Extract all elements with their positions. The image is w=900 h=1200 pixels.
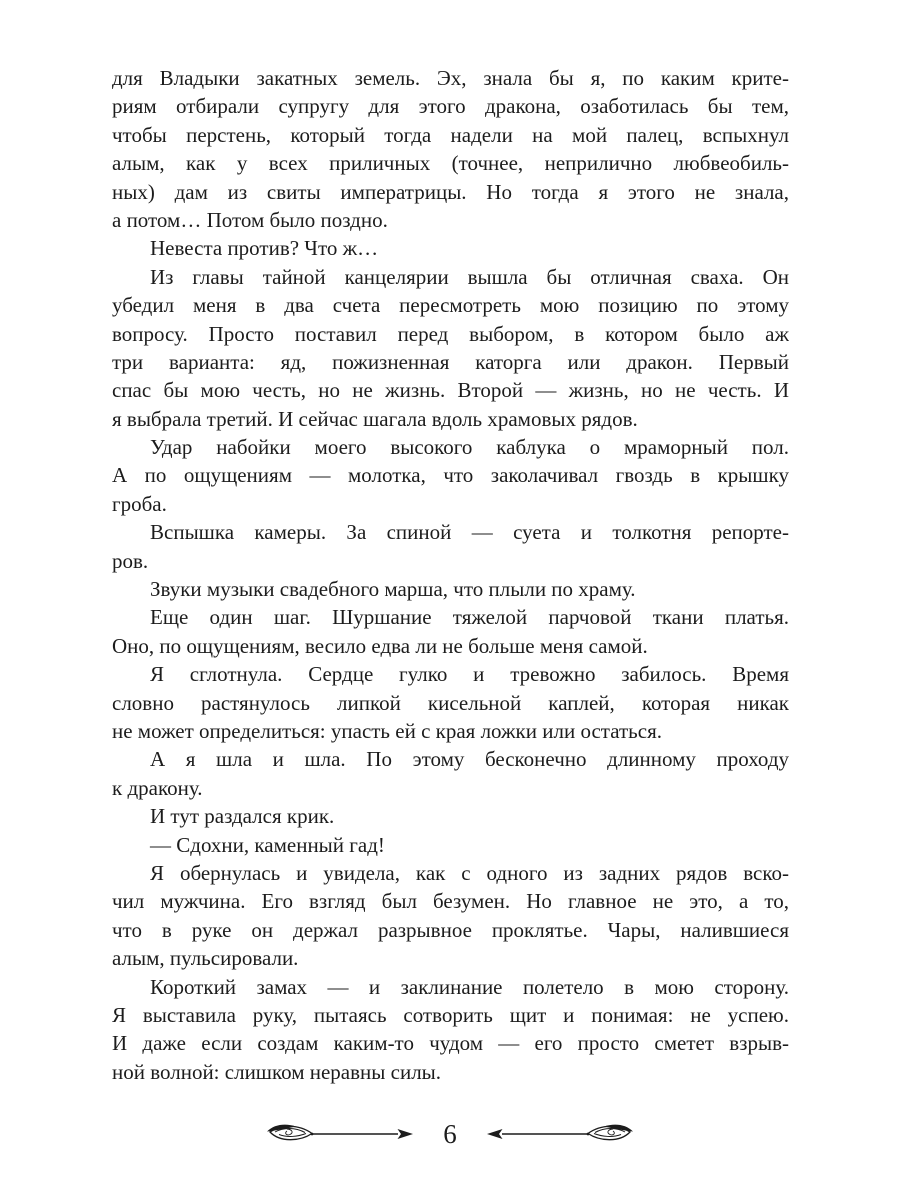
paragraph (112, 64, 789, 234)
paragraph (112, 575, 789, 603)
text-line: — Сдохни, каменный гад! (150, 832, 385, 857)
text-line: что в руке он держал разрывное проклятье. Чары, налившиеся (112, 917, 789, 942)
text-line: спас бы мою честь, но не жизнь. Второй — жизнь, но не честь. И (112, 378, 789, 403)
feather-arrow-left-ornament-icon (265, 1120, 415, 1148)
text-line: для Владыки закатных земель. Эх, знала бы я, по каким крите- (112, 66, 789, 90)
text-line: Из главы тайной канцелярии вышла бы отличная сваха. Он (150, 264, 789, 289)
text-line: Оно, по ощущениям, весило едва ли не больше меня самой. (112, 633, 648, 658)
paragraph (112, 433, 789, 518)
page-number: 6 (443, 1119, 457, 1149)
paragraph (112, 263, 789, 433)
text-line: Я сглотнула. Сердце гулко и тревожно забилось. Время (150, 662, 789, 687)
paragraph (112, 831, 789, 859)
text-line: а потом… Потом было поздно. (112, 207, 388, 232)
page-footer (0, 1112, 900, 1156)
text-line: алым, пульсировали. (112, 946, 299, 971)
text-line: к дракону. (112, 775, 203, 800)
text-line: гроба. (112, 491, 167, 516)
text-line: Невеста против? Что ж… (150, 236, 379, 261)
paragraph (112, 234, 789, 262)
feather-arrow-right-ornament-icon (485, 1120, 635, 1148)
text-line: И тут раздался крик. (150, 804, 335, 829)
text-block (112, 64, 789, 1086)
text-line: Короткий замах — и заклинание полетело в мою сторону. (150, 974, 789, 999)
paragraph (112, 603, 789, 660)
text-line: Я выставила руку, пытаясь сотворить щит и понимая: не успею. (112, 1002, 789, 1027)
text-line: Звуки музыки свадебного марша, что плыли по храму. (150, 577, 636, 602)
text-line: не может определиться: упасть ей с края ложки или остаться. (112, 718, 662, 743)
text-line: А я шла и шла. По этому бесконечно длинному проходу (150, 747, 789, 772)
paragraph (112, 802, 789, 830)
text-line: чтобы перстень, который тогда надели на мой палец, вспыхнул (112, 122, 789, 147)
paragraph (112, 660, 789, 745)
text-line: словно растянулось липкой кисельной каплей, которая никак (112, 690, 789, 715)
text-line: чил мужчина. Его взгляд был безумен. Но главное не это, а то, (112, 889, 789, 914)
text-line: я выбрала третий. И сейчас шагала вдоль храмовых рядов. (112, 406, 638, 431)
text-line: риям отбирали супругу для этого дракона, озаботилась бы тем, (112, 94, 789, 119)
text-line: ров. (112, 548, 149, 573)
text-line: А по ощущениям — молотка, что заколачивал гвоздь в крышку (112, 463, 789, 488)
text-line: убедил меня в два счета пересмотреть мою позицию по этому (112, 293, 789, 318)
text-line: И даже если создам каким-то чудом — его просто сметет взрыв- (112, 1031, 789, 1056)
text-line: Я обернулась и увидела, как с одного из задних рядов вско- (150, 860, 789, 885)
text-line: ной волной: слишком неравны силы. (112, 1059, 442, 1084)
text-line: алым, как у всех приличных (точнее, неприлично любвеобиль- (112, 151, 789, 176)
text-line: вопросу. Просто поставил перед выбором, в котором было аж (112, 321, 789, 346)
text-line: Удар набойки моего высокого каблука о мраморный пол. (150, 435, 789, 460)
paragraph (112, 518, 789, 575)
text-line: ных) дам из свиты императрицы. Но тогда я этого не знала, (112, 179, 789, 204)
paragraph (112, 973, 789, 1087)
paragraph (112, 859, 789, 973)
text-line: три варианта: яд, пожизненная каторга или дракон. Первый (112, 349, 789, 374)
paragraph (112, 745, 789, 802)
text-line: Вспышка камеры. За спиной — суета и толкотня репорте- (150, 520, 789, 545)
text-line: Еще один шаг. Шуршание тяжелой парчовой ткани платья. (150, 605, 789, 630)
